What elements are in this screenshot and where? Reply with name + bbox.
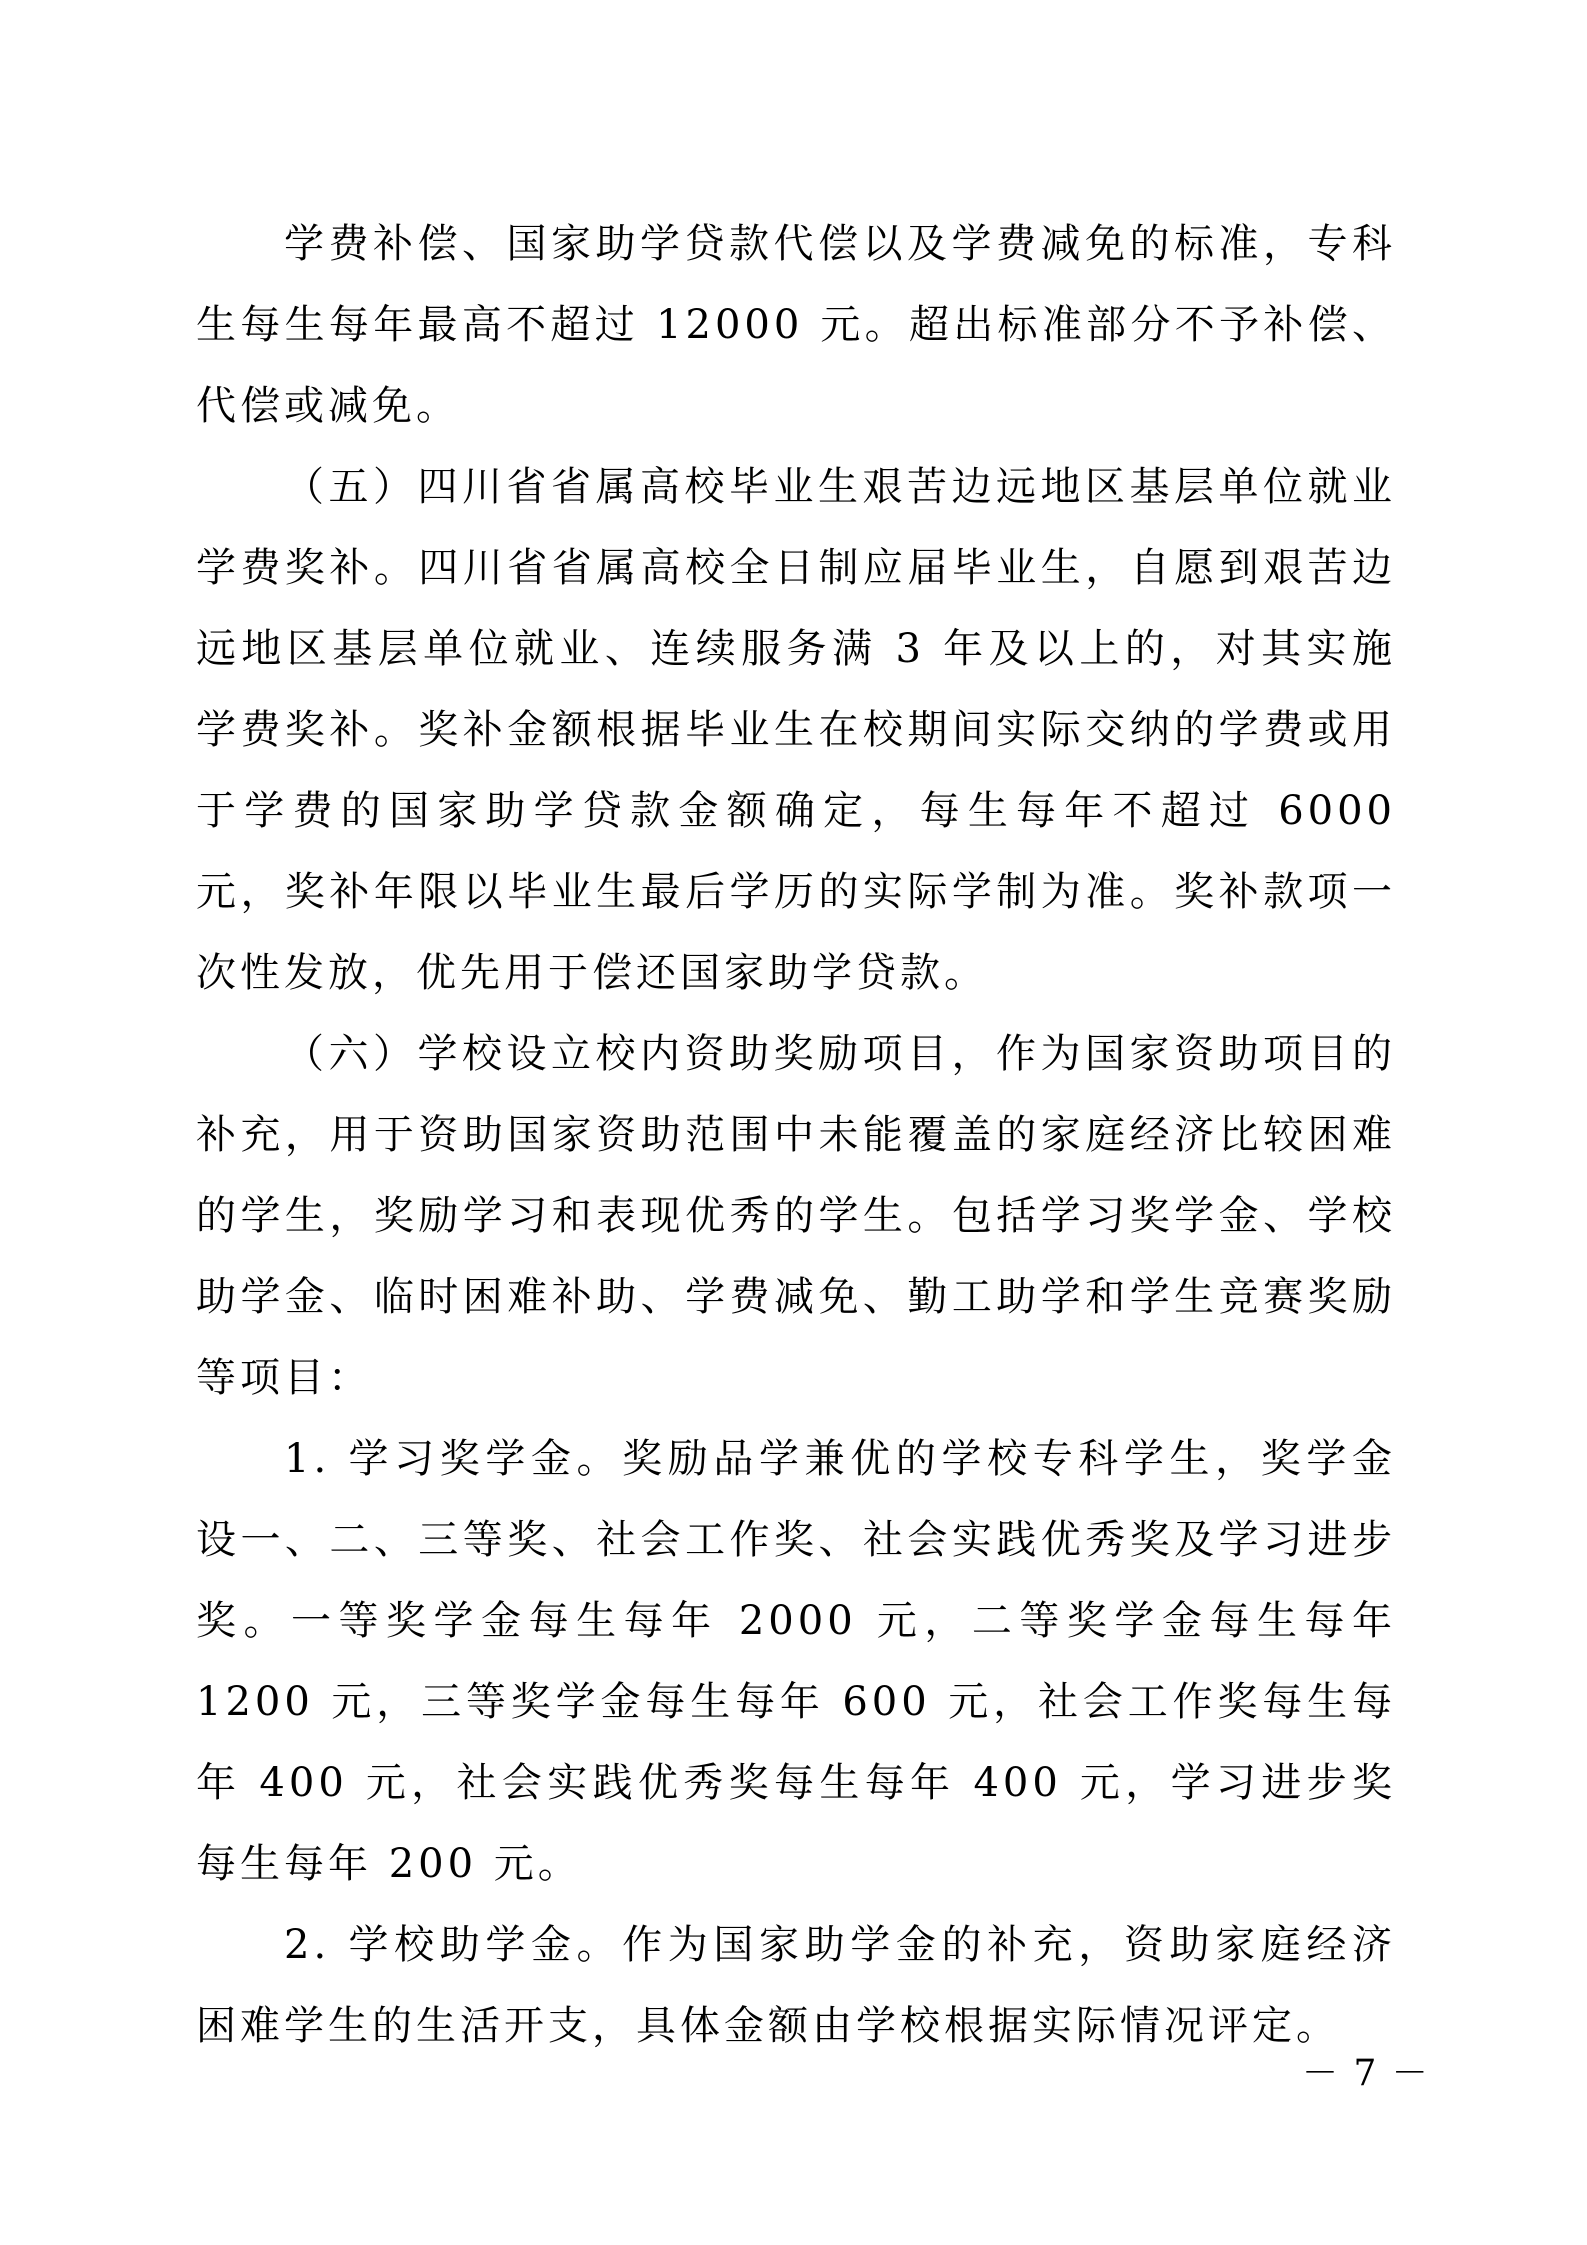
paragraph-section-five: （五）四川省省属高校毕业生艰苦边远地区基层单位就业学费奖补。四川省省属高校全日制应届毕业生，自愿到艰苦边远地区基层单位就业、连续服务满 3 年及以上的，对其实施学费奖补。奖补金额根据毕业生在校期间实际交纳的学费或用于学费的国家助学贷款金额确定，每生每年不超过 6000 元，奖补年限以毕业生最后学历的实际学制为准。奖补款项一次性发放，优先用于偿还国家助学贷款。 (196, 464, 1396, 996)
paragraph-study-scholarship: 1. 学习奖学金。奖励品学兼优的学校专科学生，奖学金设一、二、三等奖、社会工作奖、社会实践优秀奖及学习进步奖。一等奖学金每生每年 2000 元，二等奖学金每生每年 1200 元，三等奖学金每生每年 600 元，社会工作奖每生每年 400 元，社会实践优秀奖每生每年 400 元，学习进步奖每生每年 200 元。 (196, 1436, 1396, 1887)
document-body (196, 204, 1396, 2067)
paragraph-tuition-standard: 学费补偿、国家助学贷款代偿以及学费减免的标准，专科生每生每年最高不超过 12000 元。超出标准部分不予补偿、代偿或减免。 (196, 221, 1396, 429)
page-number: － 7 － (1302, 2053, 1430, 2094)
paragraph-school-grant: 2. 学校助学金。作为国家助学金的补充，资助家庭经济困难学生的生活开支，具体金额由学校根据实际情况评定。 (196, 1922, 1396, 2049)
paragraph-section-six: （六）学校设立校内资助奖励项目，作为国家资助项目的补充，用于资助国家资助范围中未能覆盖的家庭经济比较困难的学生，奖励学习和表现优秀的学生。包括学习奖学金、学校助学金、临时困难补助、学费减免、勤工助学和学生竞赛奖励等项目： (196, 1031, 1396, 1401)
